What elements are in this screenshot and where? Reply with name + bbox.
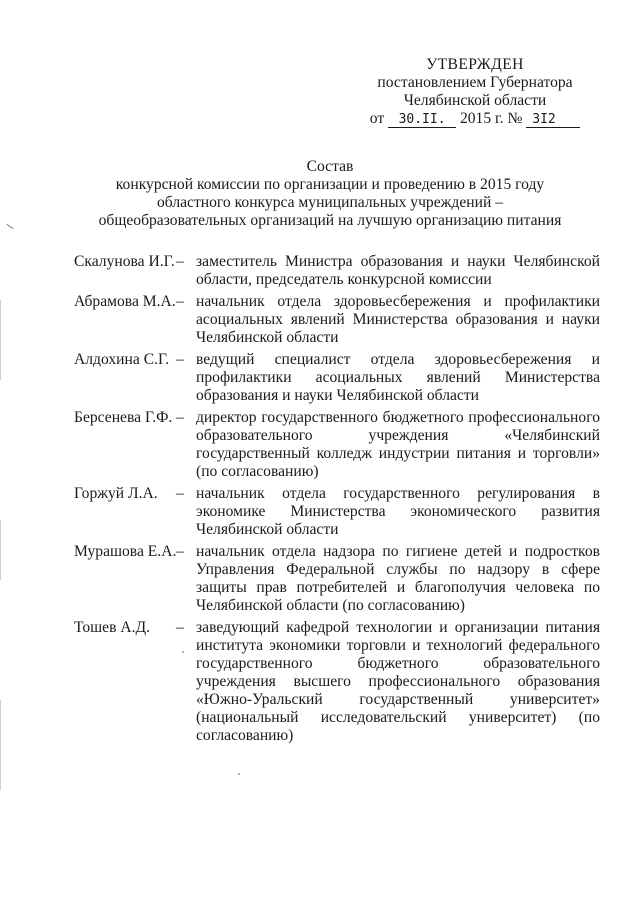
scan-edge bbox=[0, 520, 1, 580]
heading-line: областного конкурса муниципальных учреждений – bbox=[156, 194, 503, 211]
heading-title: Состав bbox=[306, 158, 354, 175]
member-role-line: директор государственного бюджетного профессионального bbox=[196, 409, 600, 426]
member-role-line: высшего профессионального образования «Южно-Уральский bbox=[196, 673, 600, 708]
member-role-line: образовательного учреждения «Челябинский bbox=[196, 427, 600, 444]
member-role-line: области (по согласованию) bbox=[286, 597, 466, 614]
member-name: Алдохина С.Г. bbox=[74, 351, 170, 368]
member-row bbox=[74, 619, 600, 745]
member-role-line: начальник отдела здоровьесбережения и профилактики bbox=[196, 293, 600, 310]
member-role bbox=[196, 253, 600, 289]
member-row bbox=[74, 409, 600, 481]
member-role-line: начальник отдела государственного регулирования bbox=[196, 485, 576, 502]
member-role bbox=[196, 543, 600, 615]
member-role-line: прав потребителей и благополучия человека по Челябинской bbox=[196, 579, 600, 614]
member-name: Абрамова М.А. bbox=[74, 293, 176, 310]
date-prefix: от bbox=[369, 110, 385, 127]
approval-block bbox=[360, 56, 590, 128]
date-value: 30.II. bbox=[388, 112, 456, 128]
member-role-line: в экономике Министерства экономического развития bbox=[196, 485, 600, 520]
scan-edge bbox=[0, 700, 1, 790]
member-role-line: (по согласованию) bbox=[196, 463, 319, 480]
member-role bbox=[196, 409, 600, 481]
member-row bbox=[74, 293, 600, 347]
member-role-line: Челябинской области bbox=[196, 329, 339, 346]
member-role-line: исследовательский университет) (по согласованию) bbox=[196, 709, 600, 744]
heading-line: конкурсной комиссии по организации и проведению в 2015 году bbox=[115, 176, 545, 193]
members-list bbox=[74, 253, 600, 749]
member-dash: – bbox=[176, 253, 184, 270]
approval-title: УТВЕРЖДЕН bbox=[426, 56, 524, 73]
member-name: Тошев А.Д. bbox=[74, 619, 151, 636]
member-role bbox=[196, 293, 600, 347]
member-name: Мурашова Е.А. bbox=[74, 543, 177, 560]
year-text: 2015 г. № bbox=[459, 110, 523, 127]
member-dash: – bbox=[176, 543, 184, 560]
member-dash: – bbox=[176, 293, 184, 310]
member-dash: – bbox=[176, 485, 184, 502]
member-role-line: государственный университет» (национальный bbox=[196, 691, 600, 726]
member-role bbox=[196, 619, 600, 745]
heading-line: общеобразовательных организаций на лучшую организацию питания bbox=[98, 212, 562, 229]
member-role-line: заместитель Министра образования и науки Челябинской bbox=[196, 253, 600, 270]
member-role-line: ведущий специалист отдела здоровьесбережения и bbox=[196, 351, 600, 368]
scan-speck bbox=[238, 773, 240, 775]
member-role-line: заведующий кафедрой технологии и организации питания bbox=[196, 619, 600, 636]
member-row bbox=[74, 351, 600, 405]
scan-edge bbox=[0, 300, 1, 380]
member-row bbox=[74, 253, 600, 289]
member-row bbox=[74, 543, 600, 615]
member-role-line: государственный колледж индустрии питания и торговли» bbox=[196, 445, 600, 462]
member-name: Берсенева Г.Ф. bbox=[74, 409, 173, 426]
member-role-line: асоциальных явлений Министерства образования и науки bbox=[196, 311, 600, 328]
member-row bbox=[74, 485, 600, 539]
scan-artifact bbox=[6, 224, 13, 229]
member-role-line: государственного бюджетного образовательного учреждения bbox=[196, 655, 600, 690]
member-role bbox=[196, 351, 600, 405]
approval-line: постановлением Губернатора bbox=[377, 74, 573, 91]
member-role bbox=[196, 485, 600, 539]
document-heading bbox=[60, 158, 600, 230]
approval-line: Челябинской области bbox=[403, 92, 547, 109]
member-role-line: области, председатель конкурсной комиссии bbox=[196, 271, 492, 288]
member-role-line: профилактики асоциальных явлений Министерства bbox=[196, 369, 600, 386]
member-role-line: начальник отдела надзора по гигиене детей и подростков bbox=[196, 543, 600, 560]
member-name: Скалунова И.Г. bbox=[74, 253, 175, 270]
member-role-line: Управления Федеральной службы по надзору в сфере защиты bbox=[196, 561, 600, 596]
member-dash: – bbox=[176, 351, 184, 368]
member-dash: – bbox=[176, 619, 184, 636]
member-dash: – bbox=[176, 409, 184, 426]
member-name: Горжуй Л.А. bbox=[74, 485, 158, 502]
member-role-line: образования и науки Челябинской области bbox=[196, 387, 479, 404]
member-role-line: института экономики торговли и технологий федерального bbox=[196, 637, 600, 654]
decree-number: 3I2 bbox=[526, 112, 580, 128]
member-role-line: Челябинской области bbox=[196, 521, 339, 538]
approval-date-line bbox=[360, 110, 590, 128]
